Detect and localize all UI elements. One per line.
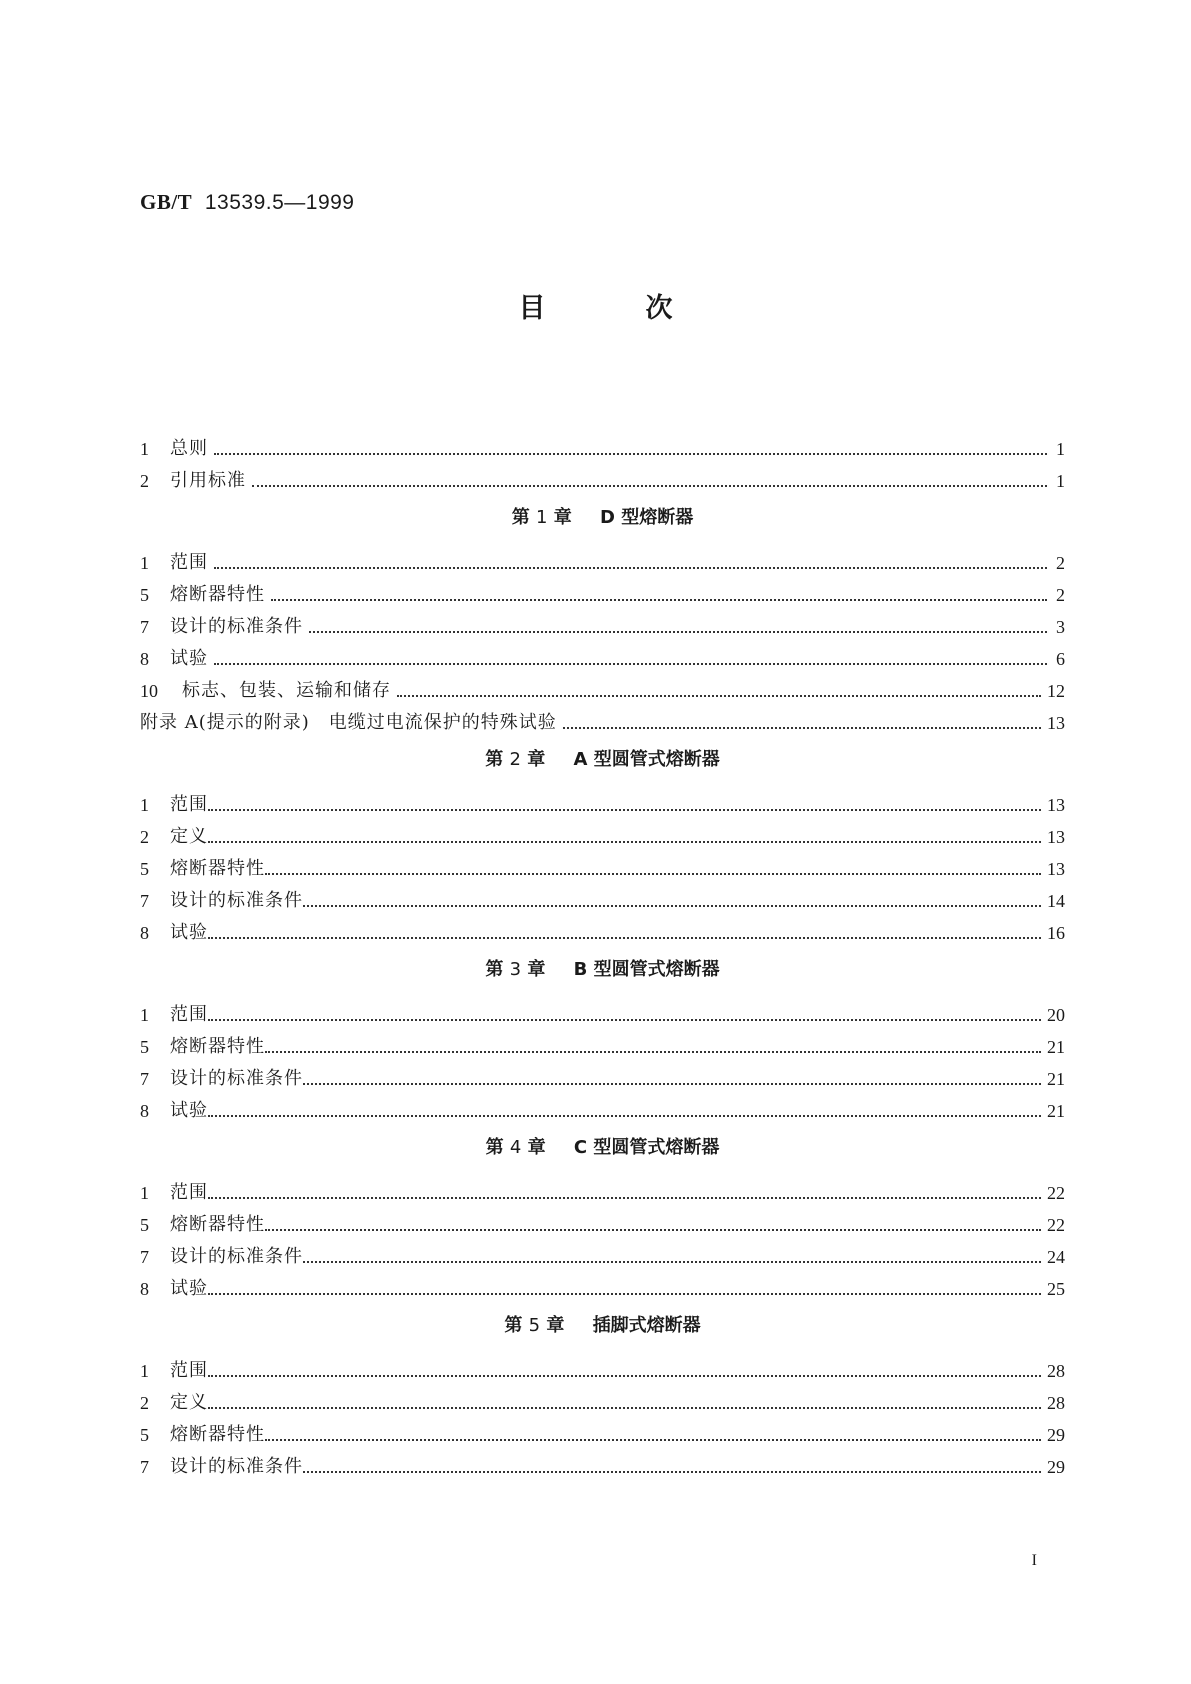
leader-dots	[214, 566, 1047, 569]
toc-entry-page: 1	[1056, 439, 1065, 459]
toc-entry-label: 设计的标准条件	[170, 1246, 303, 1267]
leader-dots	[265, 872, 1041, 875]
toc-entry[interactable]	[140, 1268, 1065, 1300]
toc-entry[interactable]	[140, 1204, 1065, 1236]
toc-entry-label: 设计的标准条件	[170, 616, 303, 637]
chapter-heading	[140, 946, 1065, 994]
leader-dots	[208, 1406, 1041, 1409]
toc-entry-label: 范围	[170, 1360, 208, 1381]
toc-entry-number: 1	[140, 553, 149, 573]
toc-entry-label: 试验	[170, 1278, 208, 1299]
toc-entry-label: 范围	[170, 1004, 208, 1025]
toc-entry-page: 21	[1047, 1101, 1065, 1121]
table-of-contents	[140, 428, 1065, 1478]
toc-entry[interactable]	[140, 574, 1065, 606]
toc-entry[interactable]	[140, 1382, 1065, 1414]
toc-entry-label: 设计的标准条件	[170, 890, 303, 911]
toc-entry-number: 5	[140, 1037, 149, 1057]
toc-entry-label: 熔断器特性	[170, 1036, 265, 1057]
toc-entry-number: 7	[140, 891, 149, 911]
toc-entry-page: 14	[1047, 891, 1065, 911]
leader-dots	[208, 1292, 1041, 1295]
toc-entry[interactable]	[140, 606, 1065, 638]
chapter-suffix: 章	[527, 1137, 546, 1158]
chapter-suffix: 章	[553, 507, 572, 528]
toc-entry-page: 6	[1056, 649, 1065, 669]
toc-entry-page: 29	[1047, 1457, 1065, 1477]
toc-entry-number: 2	[140, 827, 149, 847]
toc-entry-page: 2	[1056, 553, 1065, 573]
leader-dots	[208, 808, 1041, 811]
page-title-right: 次	[645, 293, 673, 324]
toc-entry-number: 1	[140, 1005, 149, 1025]
toc-entry-number: 8	[140, 1101, 149, 1121]
toc-entry-label: 附录 A(提示的附录) 电缆过电流保护的特殊试验	[140, 712, 557, 733]
chapter-heading	[140, 494, 1065, 542]
toc-entry-number: 5	[140, 859, 149, 879]
toc-entry-page: 22	[1047, 1215, 1065, 1235]
toc-entry[interactable]	[140, 638, 1065, 670]
chapter-number: 2	[509, 749, 521, 770]
toc-entry[interactable]	[140, 460, 1065, 492]
toc-entry-label: 熔断器特性	[170, 1424, 265, 1445]
toc-entry-page: 13	[1047, 827, 1065, 847]
toc-entry-label: 设计的标准条件	[170, 1456, 303, 1477]
chapter-suffix: 章	[546, 1315, 565, 1336]
leader-dots	[303, 1260, 1041, 1263]
toc-entry[interactable]	[140, 994, 1065, 1026]
toc-entry-label: 试验	[170, 648, 208, 669]
toc-entry-appendix[interactable]	[140, 702, 1065, 734]
toc-entry-number: 7	[140, 1069, 149, 1089]
toc-entry-page: 21	[1047, 1069, 1065, 1089]
standard-code	[140, 190, 355, 215]
leader-dots	[208, 1018, 1041, 1021]
leader-dots	[303, 1470, 1041, 1473]
page-title	[0, 286, 1191, 325]
chapter-number: 4	[509, 1137, 522, 1158]
toc-entry-page: 24	[1047, 1247, 1065, 1267]
toc-entry-number: 1	[140, 1183, 149, 1203]
toc-entry-label: 引用标准	[170, 470, 246, 491]
toc-entry-number: 5	[140, 585, 149, 605]
chapter-name: D 型熔断器	[600, 507, 694, 528]
toc-entry[interactable]	[140, 542, 1065, 574]
toc-entry-label: 定义	[170, 826, 208, 847]
chapter-number: 3	[509, 959, 522, 980]
chapter-prefix: 第	[485, 1137, 504, 1158]
toc-entry-number: 8	[140, 1279, 149, 1299]
leader-dots	[214, 452, 1047, 455]
chapter-number: 5	[528, 1315, 541, 1336]
leader-dots	[265, 1438, 1041, 1441]
chapter-name: A 型圆管式熔断器	[573, 749, 720, 770]
toc-entry-number: 1	[140, 1361, 149, 1381]
toc-entry-label: 试验	[170, 1100, 208, 1121]
toc-entry[interactable]	[140, 1236, 1065, 1268]
leader-dots	[208, 1374, 1041, 1377]
toc-entry-label: 熔断器特性	[170, 858, 265, 879]
chapter-name: 插脚式熔断器	[592, 1315, 701, 1336]
toc-entry-label: 定义	[170, 1392, 208, 1413]
chapter-suffix: 章	[527, 749, 546, 770]
standard-number: 13539.5—1999	[204, 191, 355, 214]
toc-entry[interactable]	[140, 880, 1065, 912]
leader-dots	[303, 1082, 1041, 1085]
toc-entry[interactable]	[140, 816, 1065, 848]
toc-entry-number: 2	[140, 1393, 149, 1413]
toc-entry[interactable]	[140, 1350, 1065, 1382]
chapter-suffix: 章	[527, 959, 546, 980]
toc-entry-number: 7	[140, 1457, 149, 1477]
toc-entry-page: 21	[1047, 1037, 1065, 1057]
leader-dots	[563, 726, 1041, 729]
toc-entry-page: 25	[1047, 1279, 1065, 1299]
toc-entry-page: 28	[1047, 1393, 1065, 1413]
chapter-prefix: 第	[511, 507, 530, 528]
page-folio: I	[1031, 1552, 1037, 1569]
toc-entry-number: 5	[140, 1215, 149, 1235]
toc-entry-page: 20	[1047, 1005, 1065, 1025]
toc-entry-page: 22	[1047, 1183, 1065, 1203]
toc-entry-page: 29	[1047, 1425, 1065, 1445]
toc-entry-label: 熔断器特性	[170, 584, 265, 605]
leader-dots	[208, 840, 1041, 843]
toc-entry-number: 2	[140, 471, 149, 491]
chapter-heading	[140, 736, 1065, 784]
toc-entry-label: 总则	[170, 438, 208, 459]
chapter-name: C 型圆管式熔断器	[573, 1137, 720, 1158]
chapter-prefix: 第	[485, 959, 504, 980]
leader-dots	[208, 936, 1041, 939]
toc-entry-number: 1	[140, 439, 149, 459]
toc-entry[interactable]	[140, 912, 1065, 944]
toc-entry[interactable]	[140, 1090, 1065, 1122]
chapter-heading	[140, 1302, 1065, 1350]
toc-entry-page: 2	[1056, 585, 1065, 605]
toc-entry-number: 5	[140, 1425, 149, 1445]
toc-entry[interactable]	[140, 1172, 1065, 1204]
leader-dots	[265, 1050, 1041, 1053]
toc-entry-number: 8	[140, 923, 149, 943]
toc-entry-page: 16	[1047, 923, 1065, 943]
toc-entry-page: 1	[1056, 471, 1065, 491]
toc-entry-label: 范围	[170, 552, 208, 573]
toc-entry[interactable]	[140, 1026, 1065, 1058]
chapter-prefix: 第	[485, 749, 504, 770]
chapter-heading	[140, 1124, 1065, 1172]
toc-entry-label: 熔断器特性	[170, 1214, 265, 1235]
leader-dots	[214, 662, 1047, 665]
toc-entry[interactable]	[140, 1414, 1065, 1446]
leader-dots	[208, 1196, 1041, 1199]
leader-dots	[208, 1114, 1041, 1117]
toc-entry-page: 13	[1047, 795, 1065, 815]
leader-dots	[252, 484, 1047, 487]
toc-entry-label: 试验	[170, 922, 208, 943]
toc-entry-number: 10	[140, 681, 158, 701]
chapter-number: 1	[536, 507, 548, 528]
toc-entry-number: 7	[140, 1247, 149, 1267]
leader-dots	[309, 630, 1047, 633]
toc-entry-page: 12	[1047, 681, 1065, 701]
leader-dots	[271, 598, 1047, 601]
toc-entry[interactable]	[140, 1058, 1065, 1090]
toc-entry-label: 标志、包装、运输和储存	[182, 680, 391, 701]
toc-entry-label: 范围	[170, 794, 208, 815]
toc-entry-label: 设计的标准条件	[170, 1068, 303, 1089]
toc-entry-page: 13	[1047, 713, 1065, 733]
toc-entry[interactable]	[140, 670, 1065, 702]
standard-prefix: GB/T	[140, 190, 193, 214]
toc-entry[interactable]	[140, 784, 1065, 816]
leader-dots	[303, 904, 1041, 907]
toc-entry-label: 范围	[170, 1182, 208, 1203]
chapter-prefix: 第	[504, 1315, 523, 1336]
toc-entry-number: 7	[140, 617, 149, 637]
leader-dots	[397, 694, 1041, 697]
toc-entry-number: 1	[140, 795, 149, 815]
page-title-left: 目	[518, 293, 546, 324]
toc-entry[interactable]	[140, 1446, 1065, 1478]
toc-entry[interactable]	[140, 428, 1065, 460]
toc-entry[interactable]	[140, 848, 1065, 880]
toc-entry-page: 3	[1056, 617, 1065, 637]
leader-dots	[265, 1228, 1041, 1231]
toc-entry-page: 28	[1047, 1361, 1065, 1381]
toc-entry-number: 8	[140, 649, 149, 669]
chapter-name: B 型圆管式熔断器	[573, 959, 720, 980]
toc-entry-page: 13	[1047, 859, 1065, 879]
